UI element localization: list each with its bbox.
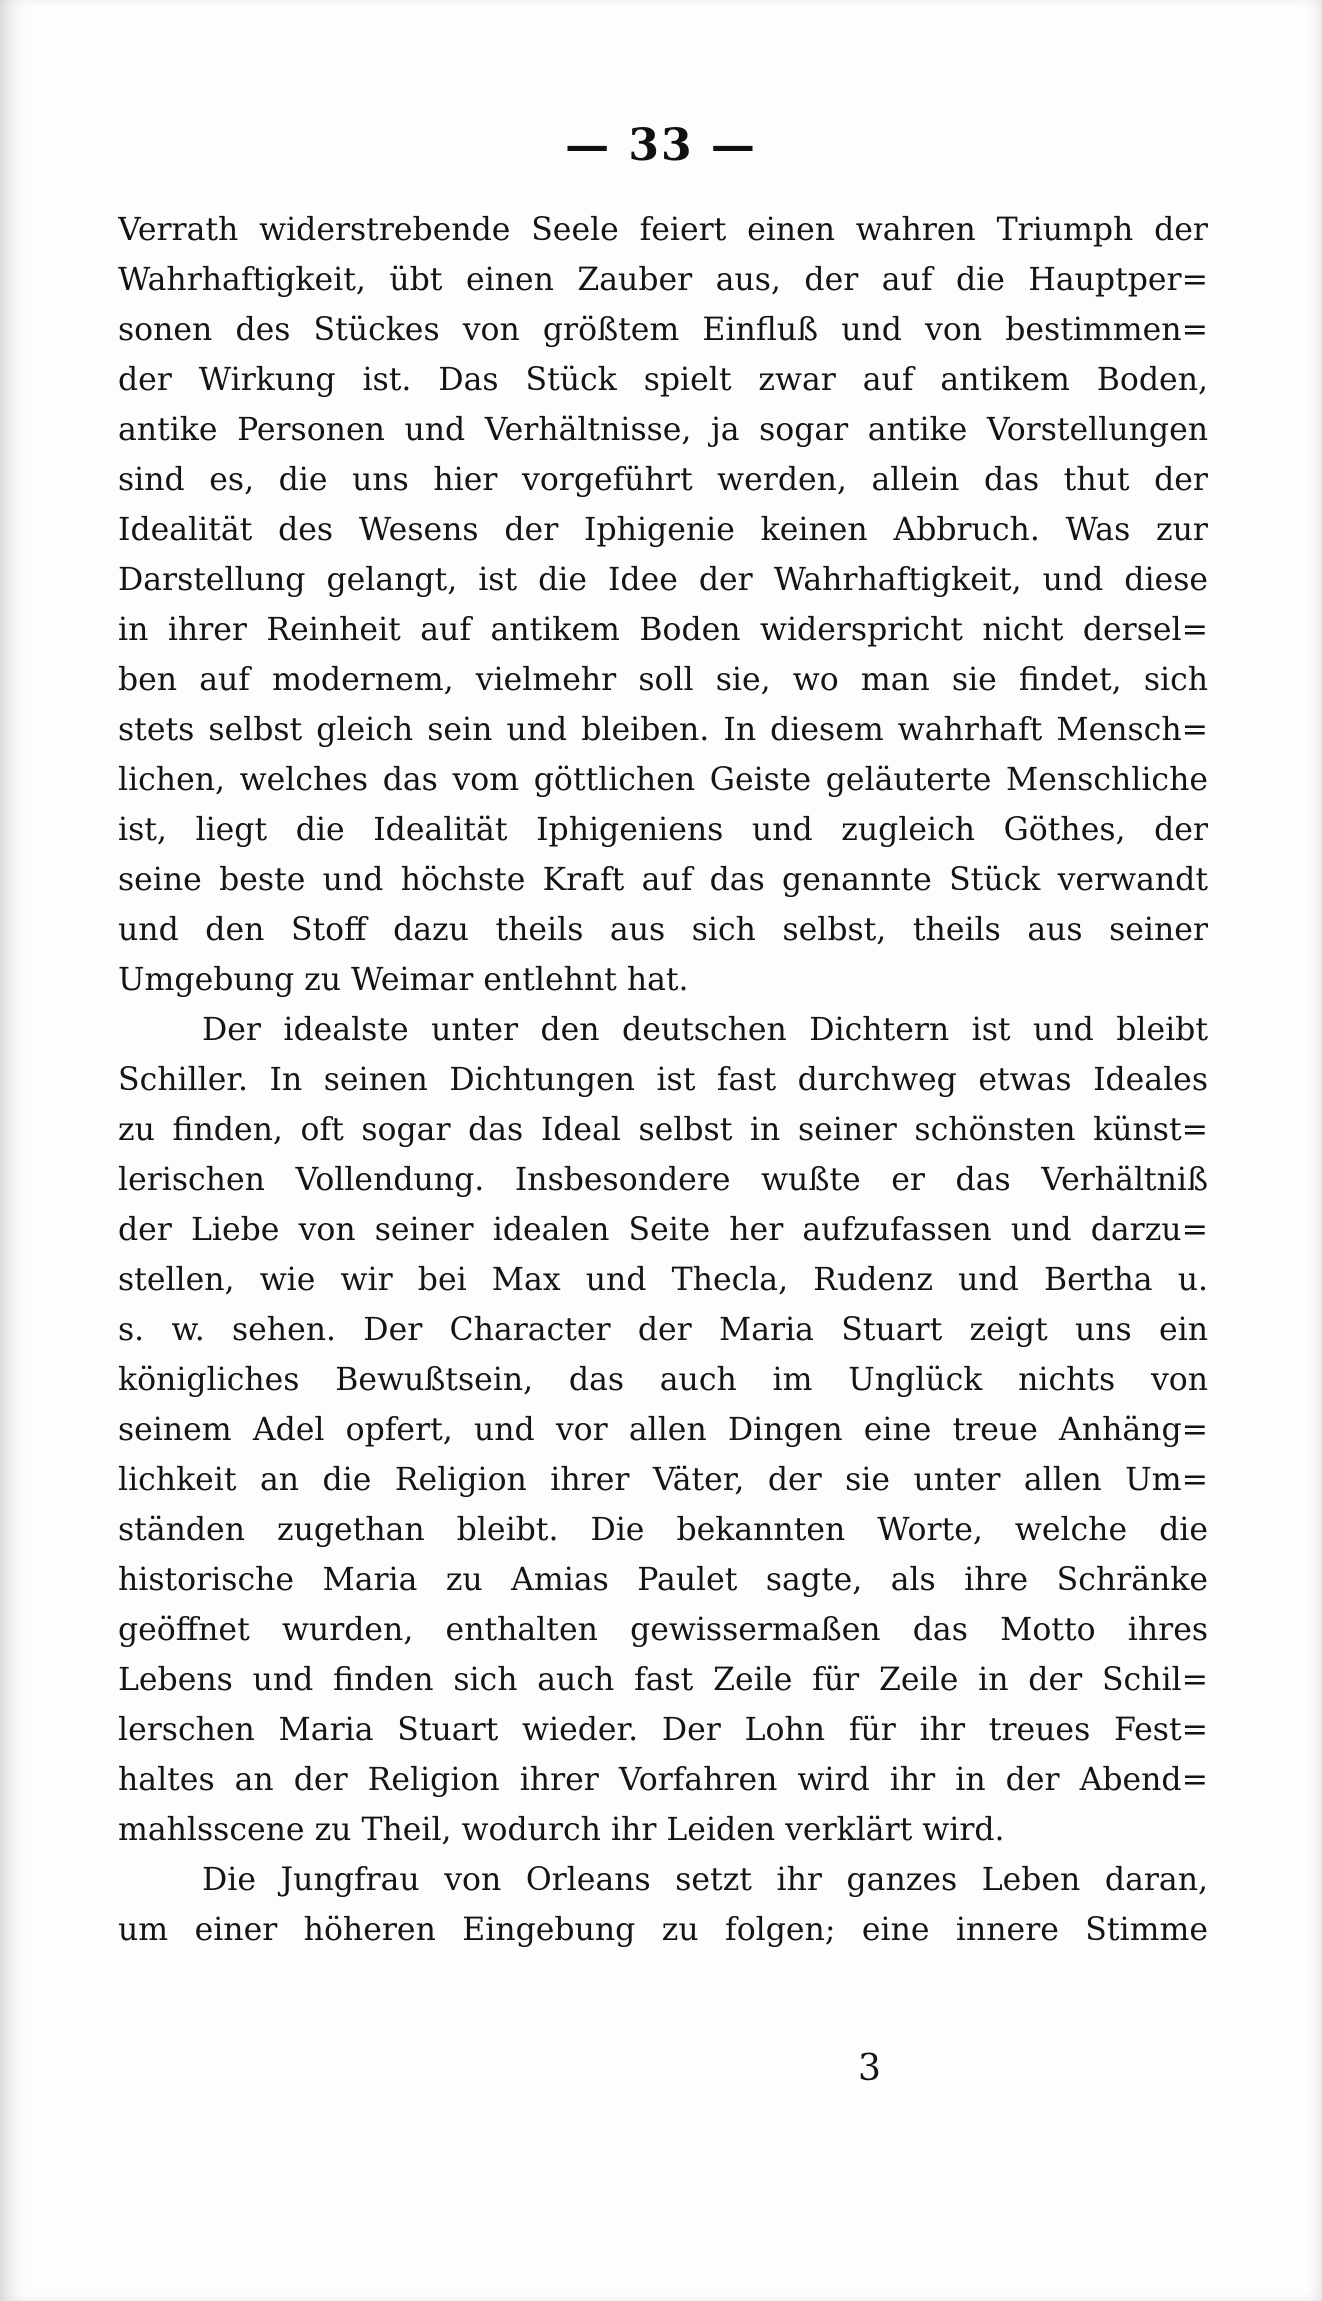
text-line: ständen zugethan bleibt. Die bekannten Worte, welche die bbox=[118, 1512, 1208, 1548]
text-line: Wahrhaftigkeit, übt einen Zauber aus, der auf die Hauptper= bbox=[118, 262, 1208, 298]
text-line: antike Personen und Verhältnisse, ja sogar antike Vorstellungen bbox=[118, 412, 1208, 448]
text-line: lerschen Maria Stuart wieder. Der Lohn für ihr treues Fest= bbox=[118, 1712, 1208, 1748]
text-line: stets selbst gleich sein und bleiben. In diesem wahrhaft Mensch= bbox=[118, 712, 1208, 748]
text-line: und den Stoff dazu theils aus sich selbst, theils aus seiner bbox=[118, 912, 1208, 948]
text-line: der Wirkung ist. Das Stück spielt zwar auf antikem Boden, bbox=[118, 362, 1208, 398]
text-line: lichen, welches das vom göttlichen Geiste geläuterte Menschliche bbox=[118, 762, 1208, 798]
text-line: Idealität des Wesens der Iphigenie keinen Abbruch. Was zur bbox=[118, 512, 1208, 548]
text-line: sonen des Stückes von größtem Einfluß und von bestimmen= bbox=[118, 312, 1208, 348]
text-line: sind es, die uns hier vorgeführt werden, allein das thut der bbox=[118, 462, 1208, 498]
text-line: lerischen Vollendung. Insbesondere wußte er das Verhältniß bbox=[118, 1162, 1208, 1198]
text-line: haltes an der Religion ihrer Vorfahren wird ihr in der Abend= bbox=[118, 1762, 1208, 1798]
text-line: königliches Bewußtsein, das auch im Unglück nichts von bbox=[118, 1362, 1208, 1398]
text-line: Schiller. In seinen Dichtungen ist fast durchweg etwas Ideales bbox=[118, 1062, 1208, 1098]
text-line: seinem Adel opfert, und vor allen Dingen eine treue Anhäng= bbox=[118, 1412, 1208, 1448]
text-line: Darstellung gelangt, ist die Idee der Wahrhaftigkeit, und diese bbox=[118, 562, 1208, 598]
text-line: der Liebe von seiner idealen Seite her aufzufassen und darzu= bbox=[118, 1212, 1208, 1248]
text-line: s. w. sehen. Der Character der Maria Stuart zeigt uns ein bbox=[118, 1312, 1208, 1348]
paragraph-end-line: Umgebung zu Weimar entlehnt hat. bbox=[118, 962, 689, 998]
text-line: lichkeit an die Religion ihrer Väter, der sie unter allen Um= bbox=[118, 1462, 1208, 1498]
text-line: zu finden, oft sogar das Ideal selbst in seiner schönsten künst= bbox=[118, 1112, 1208, 1148]
body-text bbox=[118, 205, 1208, 1955]
text-line: ist, liegt die Idealität Iphigeniens und zugleich Göthes, der bbox=[118, 812, 1208, 848]
text-line: ben auf modernem, vielmehr soll sie, wo man sie findet, sich bbox=[118, 662, 1208, 698]
paragraph-start-line: Die Jungfrau von Orleans setzt ihr ganzes Leben daran, bbox=[202, 1862, 1208, 1898]
text-line: historische Maria zu Amias Paulet sagte, als ihre Schränke bbox=[118, 1562, 1208, 1598]
signature-mark: 3 bbox=[858, 2048, 881, 2089]
text-line: stellen, wie wir bei Max und Thecla, Rudenz und Bertha u. bbox=[118, 1262, 1208, 1298]
text-line: geöffnet wurden, enthalten gewissermaßen das Motto ihres bbox=[118, 1612, 1208, 1648]
page-number-header: — 33 — bbox=[565, 120, 757, 171]
text-line: um einer höheren Eingebung zu folgen; eine innere Stimme bbox=[118, 1912, 1208, 1948]
text-line: in ihrer Reinheit auf antikem Boden widerspricht nicht dersel= bbox=[118, 612, 1208, 648]
paragraph-start-line: Der idealste unter den deutschen Dichtern ist und bleibt bbox=[202, 1012, 1208, 1048]
paragraph-end-line: mahlsscene zu Theil, wodurch ihr Leiden verklärt wird. bbox=[118, 1812, 1005, 1848]
text-line: seine beste und höchste Kraft auf das genannte Stück verwandt bbox=[118, 862, 1208, 898]
text-line: Verrath widerstrebende Seele feiert einen wahren Triumph der bbox=[118, 212, 1208, 248]
text-line: Lebens und finden sich auch fast Zeile für Zeile in der Schil= bbox=[118, 1662, 1208, 1698]
